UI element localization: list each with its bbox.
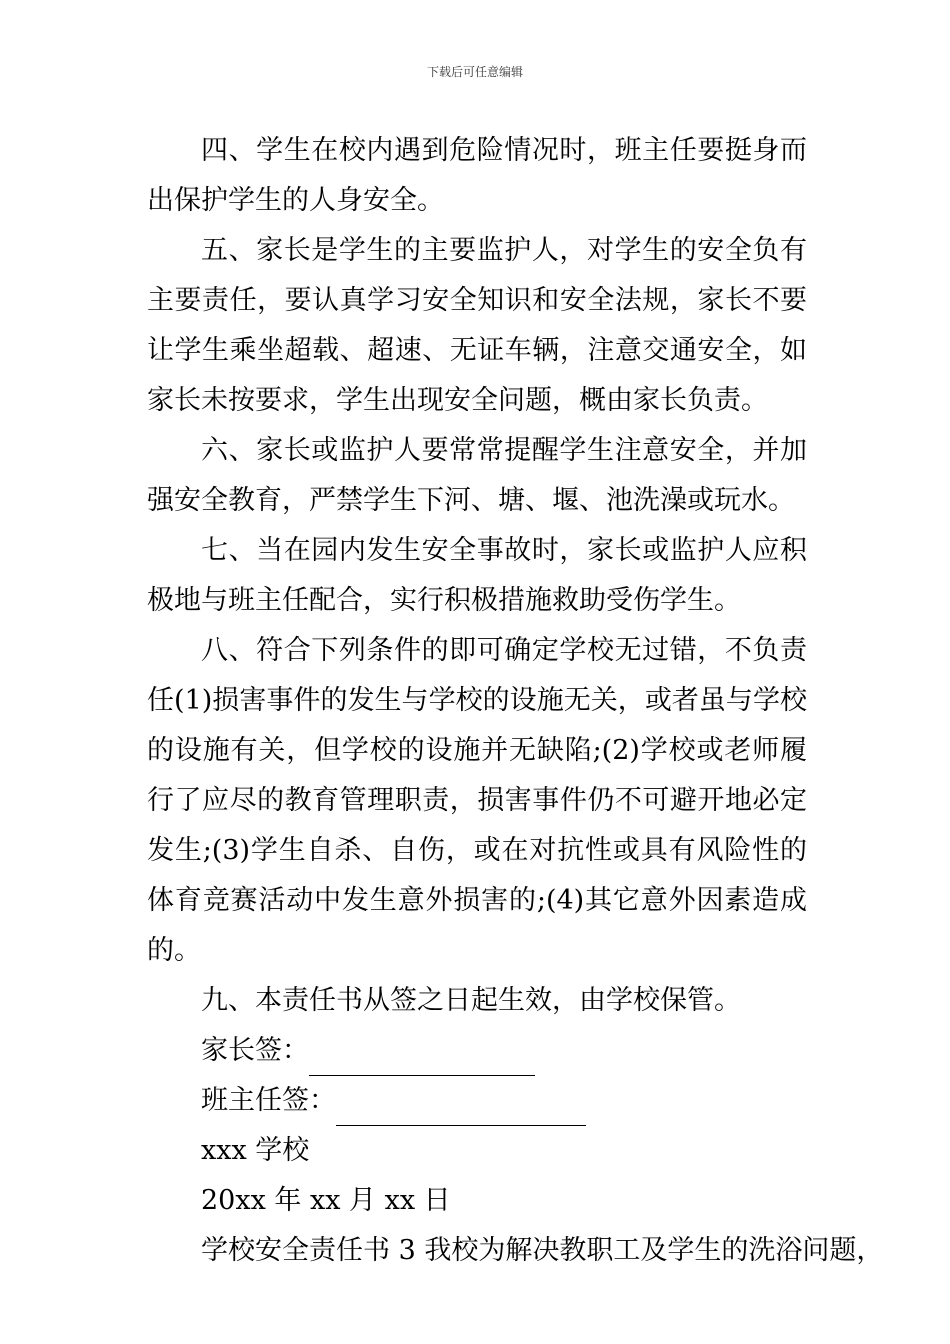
parent-signature-blank <box>309 1045 535 1076</box>
clause-4: 四、学生在校内遇到危险情况时，班主任要挺身而出保护学生的人身安全。 <box>147 135 807 216</box>
clause-6: 六、家长或监护人要常常提醒学生注意安全，并加强安全教育，严禁学生下河、塘、堰、池洗澡或玩水。 <box>147 435 807 516</box>
document-body <box>147 126 884 1276</box>
page-header: 下载后可任意编辑 <box>426 65 523 79</box>
teacher-signature-label: 班主任签： <box>201 1085 336 1116</box>
parent-signature-label: 家长签： <box>201 1035 309 1066</box>
teacher-signature-blank <box>336 1095 586 1126</box>
clause-9: 九、本责任书从签之日起生效，由学校保管。 <box>201 985 741 1016</box>
parent-signature-row <box>147 1026 807 1076</box>
teacher-signature-row <box>147 1076 807 1126</box>
clause-8: 八、符合下列条件的即可确定学校无过错，不负责任(1)损害事件的发生与学校的设施无关，或者虽与学校的设施有关，但学校的设施并无缺陷;(2)学校或老师履行了应尽的教育管理职责，损害事件仍不可避开地必定发生;(3)学生自杀、自伤，或在对抗性或具有风险性的体育竞赛活动中发生意外损害的;(4)其它意外因素造成的。 <box>147 635 807 966</box>
school-name: xxx 学校 <box>201 1135 310 1166</box>
next-section-start: 学校安全责任书 3 我校为解决教职工及学生的洗浴问题， <box>201 1235 884 1266</box>
document-date: 20xx 年 xx 月 xx 日 <box>201 1185 451 1216</box>
clause-7: 七、当在园内发生安全事故时，家长或监护人应积极地与班主任配合，实行积极措施救助受伤学生。 <box>147 535 807 616</box>
clause-5: 五、家长是学生的主要监护人，对学生的安全负有主要责任，要认真学习安全知识和安全法规，家长不要让学生乘坐超载、超速、无证车辆，注意交通安全，如家长未按要求，学生出现安全问题，概由家长负责。 <box>147 235 807 416</box>
